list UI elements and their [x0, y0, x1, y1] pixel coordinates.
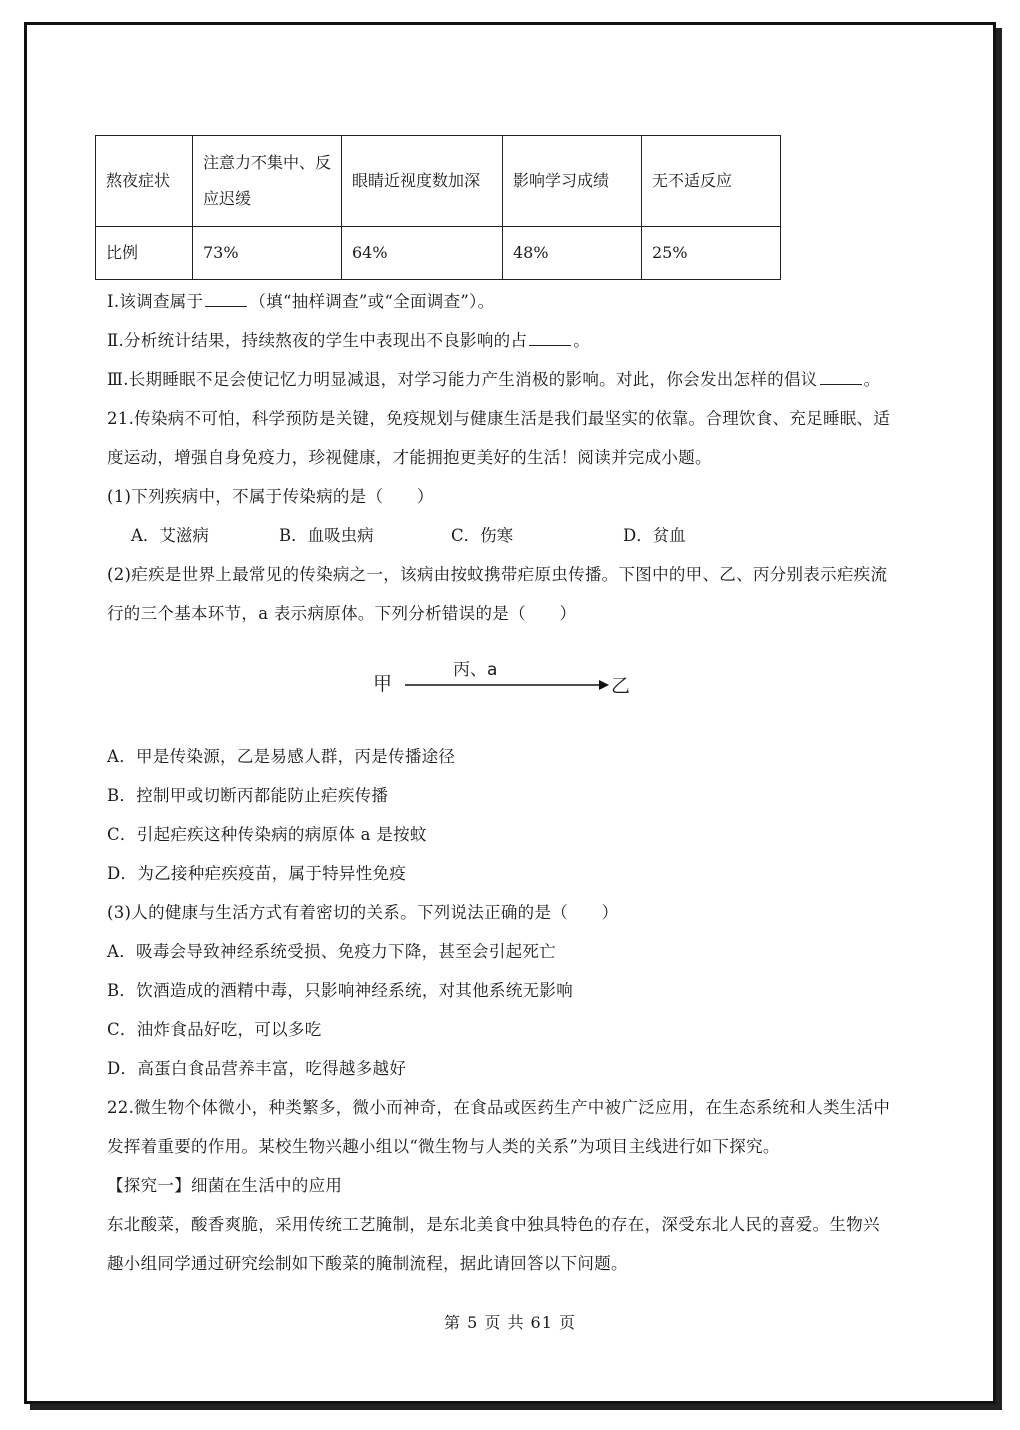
q20-item-iii: Ⅲ.长期睡眠不足会使记忆力明显减退，对学习能力产生消极的影响。对此，你会发出怎样的倡议 。 [107, 370, 881, 389]
diagram-arrow-label: 丙、a [453, 660, 498, 680]
option-c[interactable]: C．伤寒 [451, 526, 514, 545]
table-cell: 48% [503, 227, 642, 280]
table-row [96, 136, 781, 227]
q22-intro-line: 22.微生物个体微小，种类繁多，微小而神奇，在食品或医药生产中被广泛应用，在生态系统和人类生活中 [107, 1098, 891, 1117]
q22-section-heading: 【探究一】细菌在生活中的应用 [107, 1176, 343, 1195]
table-cell: 注意力不集中、反应迟缓 [193, 136, 342, 227]
table-cell: 无不适反应 [642, 136, 781, 227]
option-d[interactable]: D．贫血 [623, 526, 686, 545]
answer-blank[interactable] [820, 370, 862, 385]
right-arrow-icon [403, 679, 609, 691]
page-frame [24, 22, 996, 1404]
table-cell: 熬夜症状 [96, 136, 193, 227]
q21-sub2-option-a[interactable]: A．甲是传染源，乙是易感人群，丙是传播途径 [107, 747, 456, 766]
answer-blank[interactable] [205, 292, 247, 307]
option-b[interactable]: B．血吸虫病 [279, 526, 374, 545]
q20-item-i: Ⅰ.该调查属于 （填“抽样调查”或“全面调查”）。 [107, 292, 495, 311]
table-cell: 25% [642, 227, 781, 280]
q22-intro-line: 发挥着重要的作用。某校生物兴趣小组以“微生物与人类的关系”为项目主线进行如下探究。 [107, 1137, 780, 1156]
q21-sub2-stem: 行的三个基本环节，a 表示病原体。下列分析错误的是（ ） [107, 604, 577, 623]
q21-sub2-option-b[interactable]: B．控制甲或切断丙都能防止疟疾传播 [107, 786, 389, 805]
q21-sub1-options [131, 522, 686, 546]
q21-sub3-option-d[interactable]: D．高蛋白食品营养丰富，吃得越多越好 [107, 1059, 407, 1078]
survey-table [95, 135, 781, 280]
q21-intro-line: 21.传染病不可怕，科学预防是关键，免疫规划与健康生活是我们最坚实的依靠。合理饮食、充足睡眠、适 [107, 409, 891, 428]
q21-sub2-stem: (2)疟疾是世界上最常见的传染病之一，该病由按蚊携带疟原虫传播。下图中的甲、乙、丙分别表示疟疾流 [107, 565, 888, 584]
q22-paragraph-line: 趣小组同学通过研究绘制如下酸菜的腌制流程，据此请回答以下问题。 [107, 1254, 628, 1273]
table-cell: 眼睛近视度数加深 [342, 136, 503, 227]
q21-sub3-stem: (3)人的健康与生活方式有着密切的关系。下列说法正确的是（ ） [107, 903, 619, 922]
page-content [27, 25, 993, 1401]
page-footer: 第 5 页 共 61 页 [444, 1313, 576, 1332]
q22-paragraph-line: 东北酸菜，酸香爽脆，采用传统工艺腌制，是东北美食中独具特色的存在，深受东北人民的喜爱。生物兴 [107, 1215, 880, 1234]
q21-intro-line: 度运动，增强自身免疫力，珍视健康，才能拥抱更美好的生活！阅读并完成小题。 [107, 448, 712, 467]
table-cell: 影响学习成绩 [503, 136, 642, 227]
diagram-node-susceptible: 乙 [611, 675, 631, 697]
answer-blank[interactable] [529, 331, 571, 346]
q20-item-ii: Ⅱ.分析统计结果，持续熬夜的学生中表现出不良影响的占 。 [107, 331, 591, 350]
table-cell: 比例 [96, 227, 193, 280]
q21-sub3-option-a[interactable]: A．吸毒会导致神经系统受损、免疫力下降，甚至会引起死亡 [107, 942, 557, 961]
q21-sub3-option-b[interactable]: B．饮酒造成的酒精中毒，只影响神经系统，对其他系统无影响 [107, 981, 574, 1000]
table-cell: 73% [193, 227, 342, 280]
diagram-node-source: 甲 [373, 673, 393, 695]
q21-sub2-option-c[interactable]: C．引起疟疾这种传染病的病原体 a 是按蚊 [107, 825, 427, 844]
table-row [96, 227, 781, 280]
q21-sub3-option-c[interactable]: C．油炸食品好吃，可以多吃 [107, 1020, 322, 1039]
table-cell: 64% [342, 227, 503, 280]
q21-sub2-option-d[interactable]: D．为乙接种疟疾疫苗，属于特异性免疫 [107, 864, 407, 883]
transmission-diagram [367, 655, 647, 705]
option-a[interactable]: A．艾滋病 [131, 526, 209, 545]
q21-sub1-stem: (1)下列疾病中，不属于传染病的是（ ） [107, 487, 434, 506]
